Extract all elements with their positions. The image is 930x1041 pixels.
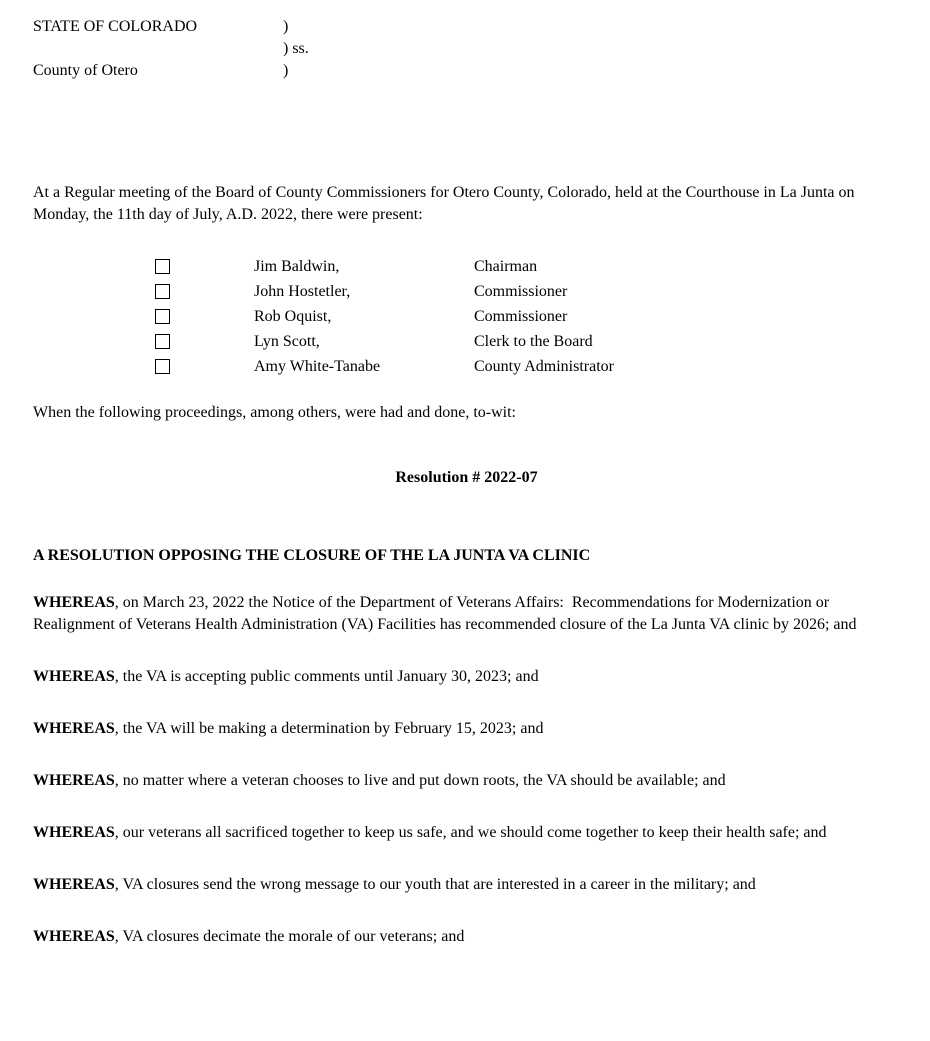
attendee-title: County Administrator <box>474 358 614 375</box>
whereas-paragraph <box>33 718 900 740</box>
attendee-title: Commissioner <box>474 308 568 325</box>
whereas-text: , VA closures send the wrong message to our youth that are interested in a career in the military; and <box>114 876 756 893</box>
attendee-title: Chairman <box>474 258 538 275</box>
attendee-row <box>155 304 900 329</box>
whereas-paragraph <box>33 874 900 896</box>
checkbox-cell <box>155 304 254 332</box>
attendee-title: Clerk to the Board <box>474 333 593 350</box>
caption-line-state <box>33 16 900 38</box>
whereas-text: , no matter where a veteran chooses to live and put down roots, the VA should be available; and <box>114 772 726 789</box>
attendee-row <box>155 329 900 354</box>
checkbox-icon <box>155 309 170 324</box>
checkbox-cell <box>155 329 254 357</box>
caption-county-text: County of Otero <box>33 62 138 79</box>
whereas-paragraph <box>33 822 900 844</box>
whereas-text: , the VA is accepting public comments until January 30, 2023; and <box>114 668 539 685</box>
checkbox-icon <box>155 359 170 374</box>
venue-caption <box>33 16 900 82</box>
caption-spacer <box>33 38 283 60</box>
checkbox-icon <box>155 334 170 349</box>
whereas-text: , on March 23, 2022 the Notice of the Department of Veterans Affairs: Recommendations for Modernization or Realignment of Veterans Health Administration (VA) Facilities has recommended closure of the La Junta VA clinic by 2026; and <box>33 594 857 633</box>
whereas-paragraph <box>33 666 900 688</box>
whereas-label: WHEREAS <box>33 668 115 685</box>
attendee-name: Amy White-Tanabe <box>254 358 381 375</box>
resolution-title: A RESOLUTION OPPOSING THE CLOSURE OF THE LA JUNTA VA CLINIC <box>33 547 591 564</box>
whereas-paragraph <box>33 926 900 948</box>
caption-paren-2: ) <box>283 62 289 79</box>
checkbox-icon <box>155 284 170 299</box>
proceedings-line: When the following proceedings, among others, were had and done, to-wit: <box>33 404 516 421</box>
whereas-paragraph <box>33 592 900 636</box>
checkbox-cell <box>155 279 254 307</box>
whereas-text: , VA closures decimate the morale of our veterans; and <box>114 928 465 945</box>
caption-paren-1: ) <box>283 18 289 35</box>
attendee-name: John Hostetler, <box>254 283 351 300</box>
caption-state-text: STATE OF COLORADO <box>33 18 198 35</box>
checkbox-cell <box>155 254 254 282</box>
whereas-text: , our veterans all sacrificed together to keep us safe, and we should come together to keep their health safe; and <box>114 824 827 841</box>
attendee-row <box>155 279 900 304</box>
whereas-text: , the VA will be making a determination by February 15, 2023; and <box>114 720 544 737</box>
attendee-name: Lyn Scott, <box>254 333 320 350</box>
whereas-paragraph <box>33 770 900 792</box>
attendee-row <box>155 254 900 279</box>
caption-line-county <box>33 60 900 82</box>
caption-ss-text: ) ss. <box>283 40 309 57</box>
whereas-label: WHEREAS <box>33 772 115 789</box>
checkbox-cell <box>155 354 254 382</box>
attendee-title: Commissioner <box>474 283 568 300</box>
caption-line-ss <box>33 38 900 60</box>
attendee-row <box>155 354 900 379</box>
whereas-label: WHEREAS <box>33 720 115 737</box>
whereas-label: WHEREAS <box>33 928 115 945</box>
resolution-number: Resolution # 2022-07 <box>395 469 538 486</box>
whereas-label: WHEREAS <box>33 876 115 893</box>
whereas-label: WHEREAS <box>33 824 115 841</box>
attendee-name: Jim Baldwin, <box>254 258 340 275</box>
intro-paragraph: At a Regular meeting of the Board of County Commissioners for Otero County, Colorado, held at the Courthouse in La Junta on Monday, the 11th day of July, A.D. 2022, there were present: <box>33 184 859 223</box>
attendee-list <box>155 254 900 379</box>
checkbox-icon <box>155 259 170 274</box>
attendee-name: Rob Oquist, <box>254 308 332 325</box>
whereas-label: WHEREAS <box>33 594 115 611</box>
